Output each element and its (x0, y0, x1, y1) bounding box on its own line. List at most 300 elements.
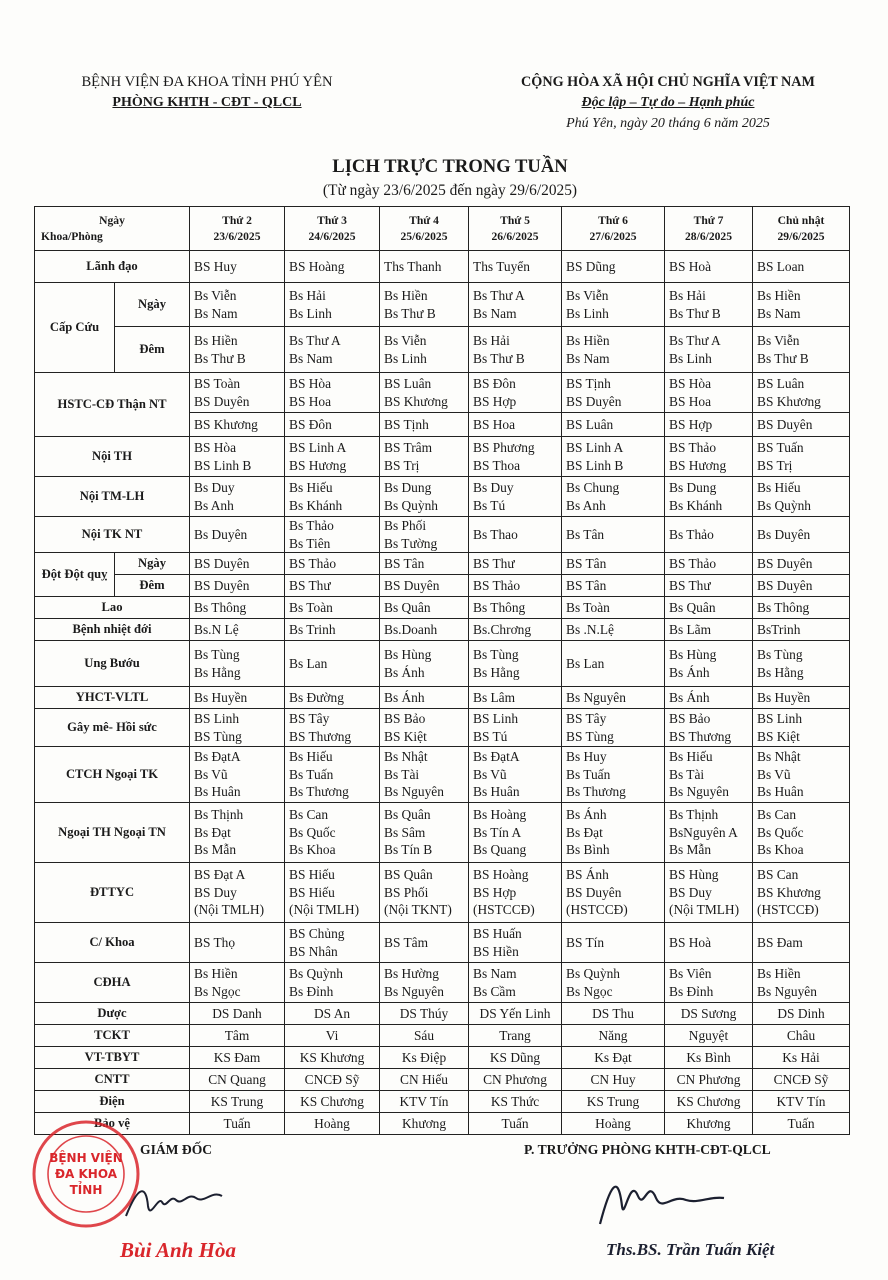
staff-name: CNCĐ Sỹ (304, 1071, 360, 1087)
staff-name: Bs Lan (566, 655, 605, 671)
duty-cell (380, 747, 469, 803)
staff-name: BS Tịnh (566, 376, 611, 392)
staff-name: BS Tân (384, 555, 425, 571)
duty-cell (285, 963, 380, 1003)
duty-cell (380, 1025, 469, 1047)
staff-name: Bs Huyền (194, 689, 248, 705)
duty-cell (753, 251, 850, 283)
staff-name: Bs Quỳnh (289, 966, 343, 982)
duty-cell (562, 597, 665, 619)
staff-name: BsTrinh (757, 621, 801, 637)
table-row (35, 251, 850, 283)
staff-name: Bs Hằng (194, 664, 241, 680)
dept-cell-tckt: TCKT (35, 1025, 190, 1047)
staff-name: CN Phương (483, 1071, 547, 1087)
staff-name: Bs Quân (669, 599, 716, 615)
staff-name: CNCĐ Sỹ (773, 1071, 829, 1087)
table-row (35, 687, 850, 709)
duty-cell (469, 575, 562, 597)
dept-cell-yhct-vltl: YHCT-VLTL (35, 687, 190, 709)
staff-name: Bs Vũ (194, 766, 228, 782)
table-row (35, 373, 850, 413)
right-signature-title: P. TRƯỞNG PHÒNG KHTH-CĐT-QLCL (524, 1142, 771, 1157)
corner-dept-label: Khoa/Phòng (41, 229, 103, 243)
staff-name: BS Tây (289, 711, 330, 727)
duty-cell (753, 1069, 850, 1091)
staff-name: Bs Huyền (757, 689, 811, 705)
dept-cell-ngoai-th-ngoai-tn: Ngoại TH Ngoại TN (35, 803, 190, 863)
staff-name: (HSTCCĐ) (757, 902, 819, 918)
duty-cell (469, 1025, 562, 1047)
dept-cell-duoc: Dược (35, 1003, 190, 1025)
staff-name: Ths Tuyển (473, 258, 530, 274)
duty-cell (665, 1091, 753, 1113)
duty-cell (753, 437, 850, 477)
staff-name: BS Tịnh (384, 416, 429, 432)
duty-cell (380, 709, 469, 747)
duty-cell (285, 803, 380, 863)
staff-name: Hoàng (314, 1115, 350, 1131)
duty-cell (665, 575, 753, 597)
staff-name: BS Hòa (194, 440, 237, 456)
staff-name: CN Huy (590, 1071, 636, 1087)
staff-name: Bs Quốc (757, 824, 804, 840)
duty-cell (380, 619, 469, 641)
staff-name: Bs Vũ (757, 766, 791, 782)
duty-cell (562, 863, 665, 923)
staff-name: BS Hiền (473, 943, 519, 959)
dept-cell-c-khoa: C/ Khoa (35, 923, 190, 963)
staff-name: Bs Nam (289, 350, 333, 366)
day-header (285, 207, 380, 251)
duty-cell (380, 477, 469, 517)
dept-cell-gay-me-hoi-suc: Gây mê- Hồi sức (35, 709, 190, 747)
staff-name: BS Ánh (566, 867, 609, 883)
staff-name: Bs Hiếu (289, 480, 333, 496)
right-signatory-name: Ths.BS. Trần Tuấn Kiệt (606, 1240, 775, 1259)
staff-name: Bs Thương (566, 784, 626, 800)
staff-name: Bs Thảo (289, 518, 334, 534)
duty-cell (562, 687, 665, 709)
table-row (35, 963, 850, 1003)
duty-cell (469, 1113, 562, 1135)
duty-cell (753, 597, 850, 619)
day-date: 24/6/2025 (308, 229, 356, 243)
right-handwritten-signature (590, 1166, 730, 1232)
day-date: 23/6/2025 (213, 229, 261, 243)
staff-name: BS Khương (194, 416, 258, 432)
staff-name: Hoàng (595, 1115, 631, 1131)
staff-name: BS Duyên (194, 393, 250, 409)
duty-cell (380, 283, 469, 327)
staff-name: BS Thoa (473, 457, 521, 473)
duty-cell (285, 517, 380, 553)
duty-cell (469, 553, 562, 575)
staff-name: Bs Nguyên (669, 784, 729, 800)
nation-motto: Độc lập – Tự do – Hạnh phúc (581, 95, 755, 110)
staff-name: Bs.Chrơng (473, 621, 532, 637)
staff-name: Bs Toàn (289, 599, 333, 615)
staff-name: Bs Thương (289, 784, 349, 800)
staff-name: Bs Nam (473, 305, 517, 321)
staff-name: Bs Quang (473, 842, 527, 858)
staff-name: Bs Ánh (384, 664, 425, 680)
shift-cell: Đêm (115, 575, 190, 597)
dept-cell-lao: Lao (35, 597, 190, 619)
staff-name: Tuấn (223, 1115, 251, 1131)
staff-name: Bs Hằng (473, 664, 520, 680)
duty-cell (469, 477, 562, 517)
duty-cell (753, 803, 850, 863)
staff-name: DS Danh (212, 1005, 262, 1021)
duty-cell (380, 251, 469, 283)
staff-name: Bs Chung (566, 480, 620, 496)
staff-name: Bs Tùng (194, 647, 240, 663)
staff-name: Bs Khánh (669, 497, 723, 513)
shift-cell: Ngày (115, 283, 190, 327)
staff-name: Bs ĐạtA (473, 749, 520, 765)
duty-cell (469, 437, 562, 477)
staff-name: BS Hòa (289, 376, 332, 392)
duty-cell (753, 373, 850, 413)
day-name: Thứ 2 (222, 214, 252, 228)
duty-cell (380, 1003, 469, 1025)
duty-cell (753, 923, 850, 963)
day-name: Chủ nhật (777, 214, 825, 228)
staff-name: BS Linh (194, 711, 240, 727)
day-date: 25/6/2025 (400, 229, 448, 243)
duty-cell (562, 283, 665, 327)
staff-name: Bs Thịnh (194, 807, 244, 823)
staff-name: Bs Trinh (289, 621, 336, 637)
staff-name: BS Hoà (669, 258, 712, 274)
staff-name: BS Tùng (194, 728, 242, 744)
duty-cell (285, 575, 380, 597)
staff-name: BS Khương (384, 393, 448, 409)
staff-name: Bs Hiếu (757, 480, 801, 496)
staff-name: BS Hợp (473, 884, 517, 900)
staff-name: Bs Hùng (669, 647, 717, 663)
duty-cell (753, 553, 850, 575)
duty-cell (665, 1025, 753, 1047)
day-name: Thứ 7 (693, 214, 724, 228)
stamp-line2: ĐA KHOA (54, 1167, 118, 1181)
duty-cell (285, 747, 380, 803)
staff-name: BS Thảo (669, 555, 717, 571)
staff-name: Bs Thư B (757, 350, 809, 366)
staff-name: Bs Quỳnh (757, 497, 811, 513)
staff-name: Bs Nhật (757, 749, 801, 765)
staff-name: Bs Mẫn (669, 842, 712, 858)
duty-cell (562, 1025, 665, 1047)
duty-cell (665, 963, 753, 1003)
duty-cell (753, 413, 850, 437)
staff-name: Bs Nam (566, 350, 610, 366)
staff-name: BS Trâm (384, 440, 433, 456)
staff-name: Bs Ngọc (566, 983, 613, 999)
duty-cell (753, 1113, 850, 1135)
staff-name: BS Duyên (194, 555, 250, 571)
staff-name: Bs.N Lệ (194, 621, 239, 637)
staff-name: Bs Thông (473, 599, 526, 615)
duty-cell (190, 1069, 285, 1091)
table-row (35, 575, 850, 597)
dept-cell-bao-ve: Bảo vệ (35, 1113, 190, 1135)
staff-name: Bs Dung (384, 480, 432, 496)
staff-name: DS Thu (592, 1005, 634, 1021)
day-date: 29/6/2025 (777, 229, 825, 243)
duty-cell (469, 373, 562, 413)
duty-cell (562, 747, 665, 803)
staff-name: Bs Hiếu (289, 749, 333, 765)
duty-cell (562, 963, 665, 1003)
staff-name: Bs Ánh (669, 689, 710, 705)
shift-cell: Ngày (115, 553, 190, 575)
table-row (35, 1091, 850, 1113)
staff-name: Bs Hải (473, 333, 510, 349)
duty-cell (665, 1003, 753, 1025)
duty-cell (665, 1113, 753, 1135)
staff-name: BS Đôn (473, 376, 516, 392)
staff-name: Ths Thanh (384, 258, 442, 274)
staff-name: BS Tân (566, 555, 607, 571)
stamp-line3: TỈNH (69, 1183, 103, 1197)
nation-title: CỘNG HÒA XÃ HỘI CHỦ NGHĨA VIỆT NAM (521, 74, 815, 90)
staff-name: BS Linh B (566, 457, 624, 473)
duty-cell (753, 709, 850, 747)
duty-cell (469, 413, 562, 437)
staff-name: Bs Linh (384, 350, 427, 366)
table-row (35, 709, 850, 747)
duty-cell (190, 1047, 285, 1069)
staff-name: Tâm (224, 1027, 250, 1043)
staff-name: Bs Hiền (384, 288, 428, 304)
duty-cell (665, 803, 753, 863)
staff-name: BS Linh A (566, 440, 624, 456)
staff-name: Bs Duyên (757, 526, 811, 542)
staff-name: BS Thương (669, 728, 732, 744)
staff-name: Bs Quân (384, 599, 431, 615)
duty-cell (380, 803, 469, 863)
duty-cell (285, 709, 380, 747)
staff-name: Bs Ánh (384, 689, 425, 705)
duty-cell (562, 641, 665, 687)
staff-name: Tuấn (501, 1115, 529, 1131)
dept-cell-ung-buou: Ung Bướu (35, 641, 190, 687)
duty-cell (285, 477, 380, 517)
staff-name: BS Can (757, 867, 799, 883)
duty-cell (285, 553, 380, 575)
document-subtitle: (Từ ngày 23/6/2025 đến ngày 29/6/2025) (322, 182, 578, 199)
staff-name: Bs Viễn (384, 333, 427, 349)
duty-cell (380, 963, 469, 1003)
staff-name: BS Hợp (473, 393, 517, 409)
staff-name: BS Bảo (669, 711, 711, 727)
staff-name: Ks Hải (782, 1049, 820, 1065)
duty-cell (285, 413, 380, 437)
staff-name: BS Duyên (757, 555, 813, 571)
duty-cell (190, 517, 285, 553)
staff-name: BS Duyên (194, 577, 250, 593)
staff-name: BS Duyên (757, 577, 813, 593)
staff-name: Bs Hiền (757, 966, 801, 982)
duty-cell (190, 641, 285, 687)
duty-cell (665, 413, 753, 437)
staff-name: BS Đam (757, 934, 803, 950)
staff-name: Bs Tân (566, 526, 605, 542)
staff-name: Bs Can (289, 807, 329, 823)
staff-name: Bs Đạt (194, 824, 231, 840)
duty-cell (190, 575, 285, 597)
staff-name: Bs Thư A (289, 333, 341, 349)
duty-cell (190, 747, 285, 803)
table-row (35, 437, 850, 477)
staff-name: CN Phương (676, 1071, 741, 1087)
duty-cell (190, 477, 285, 517)
duty-cell (285, 597, 380, 619)
staff-name: BsNguyên A (669, 824, 738, 840)
staff-name: BS Linh A (289, 440, 347, 456)
staff-name: (Nội TMLH) (669, 902, 740, 918)
staff-name: Bs Tiên (289, 535, 331, 551)
staff-name: Bs Thông (194, 599, 247, 615)
staff-name: BS Dũng (566, 258, 616, 274)
duty-cell (190, 923, 285, 963)
staff-name: BS Phối (384, 884, 429, 900)
duty-cell (665, 709, 753, 747)
duty-cell (469, 803, 562, 863)
duty-cell (753, 327, 850, 373)
table-row (35, 1003, 850, 1025)
staff-name: BS Loan (757, 258, 805, 274)
day-name: Thứ 5 (500, 214, 530, 228)
staff-name: BS Đạt A (194, 867, 246, 883)
staff-name: Bs Quỳnh (384, 497, 438, 513)
dept-cell-benh-nhiet-doi: Bệnh nhiệt đới (35, 619, 190, 641)
dept-cell-noi-tm-lh: Nội TM-LH (35, 477, 190, 517)
staff-name: BS Hoàng (473, 867, 529, 883)
staff-name: Bs Quân (384, 807, 431, 823)
duty-cell (562, 1047, 665, 1069)
duty-cell (380, 327, 469, 373)
staff-name: BS Tín (566, 934, 605, 950)
dept-cell-cdha: CĐHA (35, 963, 190, 1003)
staff-name: Bs Nguyên (384, 784, 444, 800)
staff-name: Năng (598, 1027, 628, 1043)
shift-cell: Đêm (115, 327, 190, 373)
staff-name: Bs Huy (566, 749, 607, 765)
staff-name: Bs Đỉnh (669, 983, 714, 999)
staff-name: Ks Điệp (401, 1049, 447, 1065)
day-name: Thứ 4 (409, 214, 439, 228)
staff-name: Bs Sâm (384, 824, 426, 840)
duty-cell (285, 1003, 380, 1025)
duty-cell (285, 1047, 380, 1069)
duty-cell (562, 251, 665, 283)
corner-header (35, 207, 190, 251)
staff-name: KS Trung (586, 1093, 640, 1109)
duty-cell (665, 437, 753, 477)
hospital-name: BỆNH VIỆN ĐA KHOA TỈNH PHÚ YÊN (81, 74, 333, 90)
staff-name: BS Khương (757, 884, 821, 900)
duty-cell (753, 477, 850, 517)
duty-cell (380, 597, 469, 619)
staff-name: KS Đam (213, 1049, 261, 1065)
duty-cell (469, 687, 562, 709)
dept-cell-cntt: CNTT (35, 1069, 190, 1091)
staff-name: Bs Huân (194, 784, 241, 800)
staff-name: BS Hoàng (289, 258, 345, 274)
dept-cell-noi-th: Nội TH (35, 437, 190, 477)
staff-name: BS Trị (757, 457, 793, 473)
staff-name: Bs Hải (289, 288, 326, 304)
duty-cell (380, 553, 469, 575)
staff-name: Bs Khoa (289, 842, 336, 858)
staff-name: Bs .N.Lệ (566, 621, 614, 637)
duty-cell (665, 373, 753, 413)
duty-cell (562, 1003, 665, 1025)
duty-cell (665, 863, 753, 923)
staff-name: Bs Hải (669, 288, 706, 304)
staff-name: Bs Nam (473, 966, 517, 982)
staff-name: Bs Lan (289, 655, 328, 671)
staff-name: BS Tâm (384, 934, 429, 950)
staff-name: Bs Thư B (194, 350, 246, 366)
dept-cell-cap-cuu: Cấp Cứu (35, 283, 115, 373)
staff-name: Bs Thảo (669, 526, 714, 542)
duty-cell (380, 863, 469, 923)
duty-cell (665, 1069, 753, 1091)
duty-cell (562, 553, 665, 575)
duty-cell (753, 1025, 850, 1047)
duty-cell (380, 923, 469, 963)
staff-name: Bs Hiền (194, 333, 238, 349)
staff-name: Bs Viên (669, 966, 712, 982)
staff-name: Bs Hằng (757, 664, 804, 680)
duty-cell (665, 251, 753, 283)
staff-name: BS Bảo (384, 711, 426, 727)
staff-name: Bs Quốc (289, 824, 336, 840)
duty-cell (665, 283, 753, 327)
duty-cell (380, 1113, 469, 1135)
duty-cell (190, 619, 285, 641)
duty-cell (562, 437, 665, 477)
duty-cell (562, 803, 665, 863)
staff-name: BS Thảo (473, 577, 521, 593)
duty-cell (380, 1047, 469, 1069)
staff-name: BS Thư (289, 577, 331, 593)
staff-name: BS Tân (566, 577, 607, 593)
staff-name: BS Hòa (669, 376, 712, 392)
duty-cell (665, 553, 753, 575)
duty-cell (469, 619, 562, 641)
duty-cell (469, 517, 562, 553)
staff-name: Bs Nhật (384, 749, 428, 765)
day-header (665, 207, 753, 251)
staff-name: Bs Ánh (669, 664, 710, 680)
staff-name: BS Tây (566, 711, 607, 727)
staff-name: KS Khương (299, 1049, 365, 1065)
duty-cell (469, 1047, 562, 1069)
staff-name: (Nội TKNT) (384, 902, 452, 918)
staff-name: BS Duyên (757, 416, 813, 432)
day-date: 27/6/2025 (589, 229, 637, 243)
staff-name: Bs Cầm (473, 983, 516, 999)
duty-cell (753, 283, 850, 327)
dept-cell-lanh-dao: Lãnh đạo (35, 251, 190, 283)
staff-name: Bs Tuấn (566, 766, 611, 782)
table-row (35, 641, 850, 687)
